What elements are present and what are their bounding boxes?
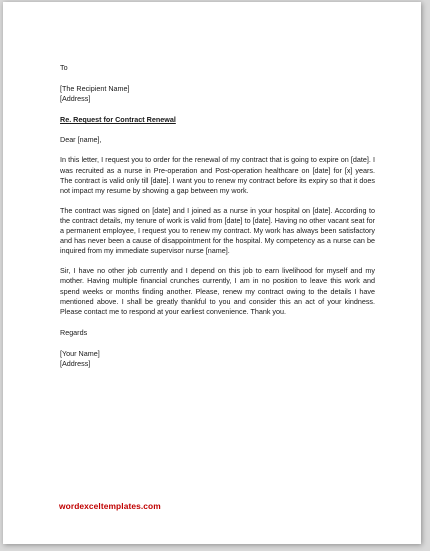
recipient-name: [The Recipient Name] <box>60 84 130 94</box>
letter-body <box>60 63 375 369</box>
letter-subject: Re. Request for Contract Renewal <box>60 115 176 125</box>
sender-address: [Address] <box>60 358 91 368</box>
site-watermark: wordexceltemplates.com <box>59 501 161 511</box>
to-label: To <box>60 63 68 72</box>
document-page <box>3 2 421 544</box>
paragraph-3: Sir, I have no other job currently and I depend on this job to earn livelihood for myself and my mother. Having multiple financial crunches currently, I am in no position to leave this work and spend weeks or months finding another. Please, renew my contract owing to the details I have mentioned above. I shall be greatly thankful to you and consider this an act of your kindness. Please contact me to respond at your earliest convenience. Thank you. <box>60 266 375 316</box>
paragraph-1: In this letter, I request you to order for the renewal of my contract that is going to expire on [date]. I was recruited as a nurse in Pre-operation and Post-operation healthcare on [date] for [x] years. The contract is valid only till [date]. I want you to renew my contract before its expiry so that it does not impact my resume by showing a gap between my work. <box>60 155 375 195</box>
closing: Regards <box>60 327 88 337</box>
salutation: Dear [name], <box>60 135 102 145</box>
sender-name: [Your Name] <box>60 348 100 358</box>
recipient-address: [Address] <box>60 94 91 104</box>
paragraph-2: The contract was signed on [date] and I joined as a nurse in your hospital on [date]. According to the contract details, my tenure of work is valid from [date] to [date]. Having no other vacant seat for a permanent employee, I request you to renew my contract. My work has always been satisfactory and has never been a cause of disappointment for the hospital. My competency as a nurse can be inquired from my immediate supervisor nurse [name]. <box>60 205 375 256</box>
